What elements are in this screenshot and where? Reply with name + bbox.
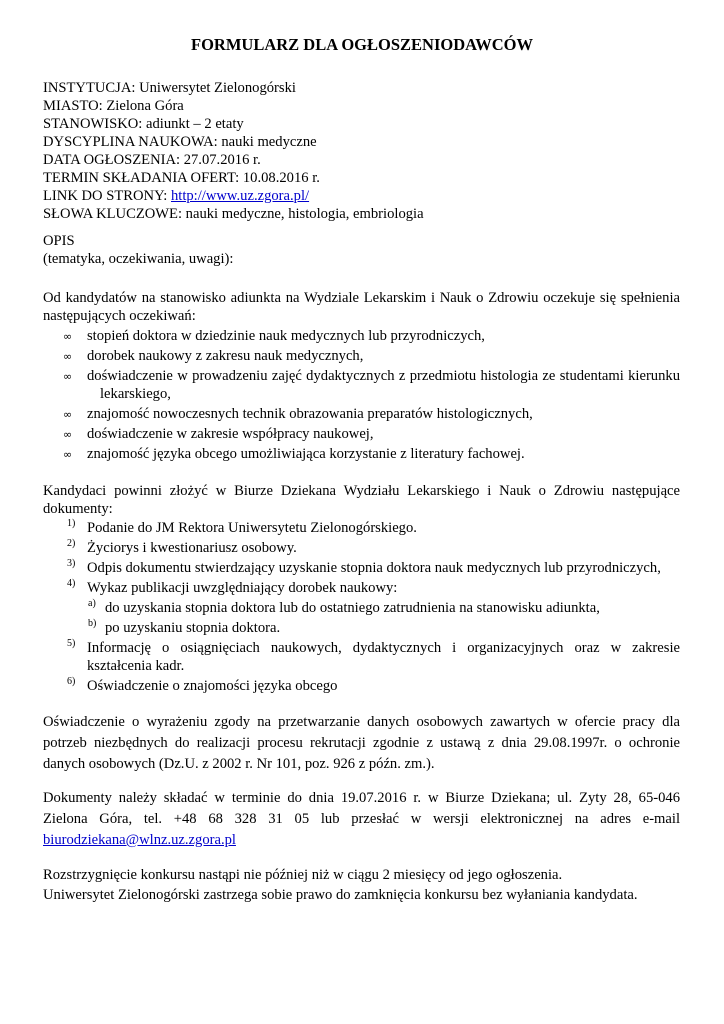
bullet-icon: ∞	[63, 350, 73, 363]
list-item	[43, 539, 680, 557]
documents-intro: Kandydaci powinni złożyć w Biurze Dziekana Wydziału Lekarskiego i Nauk o Zdrowiu następujące	[43, 483, 680, 499]
item-number: 5)	[67, 638, 76, 649]
page-title: FORMULARZ DLA OGŁOSZENIODAWCÓW	[191, 35, 533, 54]
item-letter: a)	[88, 598, 96, 609]
requirement-text: doświadczenie w zakresie współpracy naukowej,	[87, 426, 374, 442]
deadline-paragraph	[43, 788, 680, 851]
list-item	[43, 405, 680, 423]
item-letter: b)	[88, 618, 97, 629]
list-item	[43, 639, 680, 675]
list-item	[43, 367, 680, 403]
list-item	[43, 425, 680, 443]
field-date: DATA OGŁOSZENIA: 27.07.2016 r.	[43, 152, 261, 168]
field-position: STANOWISKO: adiunkt – 2 etaty	[43, 116, 244, 132]
header-fields	[43, 79, 680, 223]
document-text: Podanie do JM Rektora Uniwersytetu Zielonogórskiego.	[87, 520, 417, 536]
website-link[interactable]: http://www.uz.zgora.pl/	[170, 188, 310, 204]
list-item	[43, 327, 680, 345]
item-number: 2)	[67, 538, 76, 549]
link-label: LINK DO STRONY:	[43, 188, 171, 204]
consent-paragraph	[43, 712, 680, 775]
deadline-line: Dokumenty należy składać w terminie do dnia 19.07.2016 r. w Biurze Dziekana; ul. Zyty 28, 65-046	[43, 790, 680, 806]
list-item	[43, 445, 680, 463]
bullet-icon: ∞	[63, 330, 73, 343]
field-keywords: SŁOWA KLUCZOWE: nauki medyczne, histologia, embriologia	[43, 206, 424, 222]
list-item	[43, 519, 680, 537]
documents-intro-cont: dokumenty:	[43, 501, 113, 517]
requirement-text: dorobek naukowy z zakresu nauk medycznych,	[87, 348, 364, 364]
closing-line: Uniwersytet Zielonogórski zastrzega sobie prawo do zamknięcia konkursu bez wyłaniania kandydata.	[43, 887, 638, 903]
document-text: po uzyskaniu stopnia doktora.	[105, 620, 281, 636]
document-text: do uzyskania stopnia doktora lub do ostatniego zatrudnienia na stanowisku adiunkta,	[105, 600, 600, 616]
requirements-section	[43, 289, 680, 463]
item-number: 6)	[67, 676, 76, 687]
document-text: Odpis dokumentu stwierdzający uzyskanie stopnia doktora nauk medycznych lub przyrodniczych,	[87, 560, 661, 576]
document-text-cont: kształcenia kadr.	[87, 658, 185, 674]
list-item	[43, 347, 680, 365]
requirement-text: znajomość nowoczesnych technik obrazowania preparatów histologicznych,	[87, 406, 533, 422]
closing-paragraph	[43, 865, 680, 905]
email-link[interactable]: biurodziekana@wlnz.uz.zgora.pl	[43, 832, 236, 848]
item-number: 1)	[67, 518, 76, 529]
document-text: Informację o osiągnięciach naukowych, dydaktycznych i organizacyjnych oraz w zakresie	[87, 640, 680, 656]
consent-line: danych osobowych (Dz.U. z 2002 r. Nr 101, poz. 926 z późn. zm.).	[43, 756, 435, 772]
list-item	[43, 619, 680, 637]
bullet-icon: ∞	[63, 370, 73, 383]
list-item	[43, 677, 680, 695]
document-text: Wykaz publikacji uwzględniający dorobek naukowy:	[87, 580, 398, 596]
list-item	[43, 559, 680, 577]
requirement-text: doświadczenie w prowadzeniu zajęć dydaktycznych z przedmiotu histologia ze studentami kierunku	[87, 368, 680, 384]
field-link	[43, 187, 680, 205]
item-number: 3)	[67, 558, 76, 569]
requirements-intro-cont: następujących oczekiwań:	[43, 308, 196, 324]
requirements-intro: Od kandydatów na stanowisko adiunkta na Wydziale Lekarskim i Nauk o Zdrowiu oczekuje się spełnienia	[43, 290, 680, 306]
requirement-text-cont: lekarskiego,	[100, 386, 171, 402]
list-item	[43, 599, 680, 617]
bullet-icon: ∞	[63, 448, 73, 461]
document-text: Życiorys i kwestionariusz osobowy.	[87, 540, 297, 556]
opis-subheading: (tematyka, oczekiwania, uwagi):	[43, 251, 234, 267]
list-item	[43, 579, 680, 597]
field-institution: INSTYTUCJA: Uniwersytet Zielonogórski	[43, 80, 296, 96]
field-deadline: TERMIN SKŁADANIA OFERT: 10.08.2016 r.	[43, 170, 320, 186]
deadline-line: Zielona Góra, tel. +48 68 328 31 05 lub przesłać w wersji elektronicznej na adres e-mail	[43, 811, 680, 827]
closing-line: Rozstrzygnięcie konkursu nastąpi nie później niż w ciągu 2 miesięcy od jego ogłoszenia.	[43, 867, 563, 883]
bullet-icon: ∞	[63, 428, 73, 441]
requirement-text: stopień doktora w dziedzinie nauk medycznych lub przyrodniczych,	[87, 328, 485, 344]
opis-section	[43, 232, 680, 268]
item-number: 4)	[67, 578, 76, 589]
opis-heading: OPIS	[43, 233, 75, 249]
requirement-text: znajomość języka obcego umożliwiająca korzystanie z literatury fachowej.	[87, 446, 525, 462]
field-city: MIASTO: Zielona Góra	[43, 98, 184, 114]
consent-line: potrzeb niezbędnych do realizacji procesu rekrutacji zgodnie z ustawą z dnia 29.08.1997r. o ochronie	[43, 735, 680, 751]
bullet-icon: ∞	[63, 408, 73, 421]
consent-line: Oświadczenie o wyrażeniu zgody na przetwarzanie danych osobowych zawartych w ofercie pracy dla	[43, 714, 680, 730]
documents-section	[43, 482, 680, 695]
document-text: Oświadczenie o znajomości języka obcego	[87, 678, 338, 694]
field-discipline: DYSCYPLINA NAUKOWA: nauki medyczne	[43, 134, 317, 150]
